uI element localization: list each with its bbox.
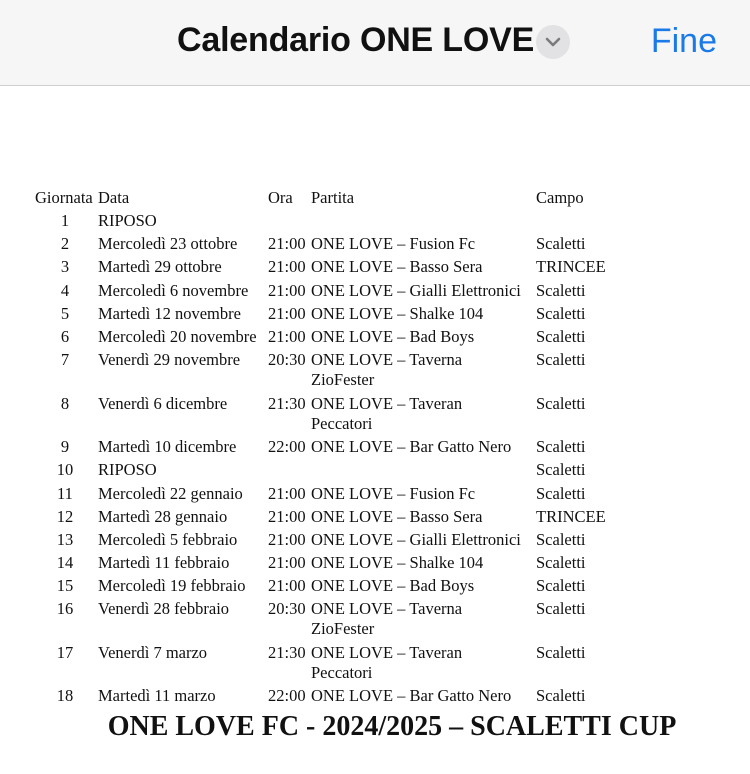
row-match: ONE LOVE – Taverna <box>311 350 463 369</box>
row-date: Venerdì 28 febbraio <box>98 599 230 618</box>
row-date: RIPOSO <box>98 211 157 230</box>
row-time: 21:00 <box>268 553 306 572</box>
row-match: ONE LOVE – Fusion Fc <box>311 234 476 253</box>
row-time: 22:00 <box>268 686 306 705</box>
row-time: 20:30 <box>268 350 306 369</box>
row-date: Mercoledì 6 novembre <box>98 281 249 300</box>
row-match: ONE LOVE – Taveran <box>311 394 463 413</box>
row-round: 16 <box>56 599 74 618</box>
footer-title: ONE LOVE FC - 2024/2025 – SCALETTI CUP <box>107 711 677 742</box>
row-round: 18 <box>56 686 74 705</box>
row-field: TRINCEE <box>536 257 606 276</box>
row-field: Scaletti <box>536 350 586 369</box>
navigation-bar <box>0 0 750 86</box>
row-match: ONE LOVE – Basso Sera <box>311 507 483 526</box>
document-page <box>0 86 750 774</box>
row-date: Mercoledì 5 febbraio <box>98 530 238 549</box>
row-round: 4 <box>60 281 70 300</box>
row-round: 6 <box>60 327 70 346</box>
row-match: ONE LOVE – Taveran <box>311 643 463 662</box>
row-round: 10 <box>56 460 74 479</box>
row-match-continued: Peccatori <box>311 414 373 433</box>
row-round: 17 <box>56 643 74 662</box>
row-match: ONE LOVE – Bar Gatto Nero <box>311 686 512 705</box>
row-date: Martedì 12 novembre <box>98 304 241 323</box>
row-field: Scaletti <box>536 281 586 300</box>
header-round: Giornata <box>35 188 93 207</box>
row-time: 20:30 <box>268 599 306 618</box>
row-match: ONE LOVE – Taverna <box>311 599 463 618</box>
row-round: 12 <box>56 507 74 526</box>
row-field: Scaletti <box>536 530 586 549</box>
row-time: 21:00 <box>268 304 306 323</box>
row-round: 3 <box>60 257 70 276</box>
header-field: Campo <box>536 188 584 207</box>
header-time: Ora <box>268 188 293 207</box>
row-date: RIPOSO <box>98 460 157 479</box>
row-date: Venerdì 7 marzo <box>98 643 208 662</box>
row-match: ONE LOVE – Gialli Elettronici <box>311 281 521 300</box>
row-match: ONE LOVE – Fusion Fc <box>311 484 476 503</box>
header-date: Data <box>98 188 130 207</box>
row-match: ONE LOVE – Shalke 104 <box>311 304 484 323</box>
row-date: Mercoledì 23 ottobre <box>98 234 238 253</box>
row-date: Mercoledì 22 gennaio <box>98 484 243 503</box>
row-round: 5 <box>60 304 70 323</box>
row-field: Scaletti <box>536 643 586 662</box>
row-field: Scaletti <box>536 234 586 253</box>
row-date: Martedì 11 marzo <box>98 686 216 705</box>
row-round: 8 <box>60 394 70 413</box>
row-time: 21:00 <box>268 257 306 276</box>
row-round: 7 <box>60 350 70 369</box>
row-match: ONE LOVE – Bar Gatto Nero <box>311 437 512 456</box>
header-match: Partita <box>311 188 355 207</box>
row-match: ONE LOVE – Shalke 104 <box>311 553 484 572</box>
row-field: Scaletti <box>536 599 586 618</box>
row-date: Martedì 28 gennaio <box>98 507 228 526</box>
row-round: 2 <box>60 234 70 253</box>
document-title: Calendario ONE LOVE <box>177 21 535 59</box>
row-time: 21:00 <box>268 281 306 300</box>
row-time: 21:30 <box>268 394 306 413</box>
row-match: ONE LOVE – Basso Sera <box>311 257 483 276</box>
row-date: Mercoledì 20 novembre <box>98 327 257 346</box>
row-field: Scaletti <box>536 437 586 456</box>
row-field: TRINCEE <box>536 507 606 526</box>
row-round: 11 <box>57 484 73 503</box>
row-field: Scaletti <box>536 460 586 479</box>
row-time: 21:30 <box>268 643 306 662</box>
row-field: Scaletti <box>536 553 586 572</box>
row-time: 21:00 <box>268 530 306 549</box>
row-date: Mercoledì 19 febbraio <box>98 576 246 595</box>
row-match: ONE LOVE – Bad Boys <box>311 576 475 595</box>
row-date: Martedì 11 febbraio <box>98 553 230 572</box>
row-field: Scaletti <box>536 484 586 503</box>
row-time: 21:00 <box>268 484 306 503</box>
row-date: Martedì 29 ottobre <box>98 257 222 276</box>
row-field: Scaletti <box>536 327 586 346</box>
row-time: 21:00 <box>268 327 306 346</box>
row-date: Venerdì 29 novembre <box>98 350 241 369</box>
row-round: 13 <box>56 530 74 549</box>
row-time: 22:00 <box>268 437 306 456</box>
row-field: Scaletti <box>536 686 586 705</box>
row-field: Scaletti <box>536 304 586 323</box>
row-field: Scaletti <box>536 576 586 595</box>
chevron-down-icon <box>545 37 561 47</box>
row-date: Venerdì 6 dicembre <box>98 394 228 413</box>
row-match: ONE LOVE – Gialli Elettronici <box>311 530 521 549</box>
title-menu-button[interactable] <box>536 25 570 59</box>
row-field: Scaletti <box>536 394 586 413</box>
row-match-continued: Peccatori <box>311 663 373 682</box>
row-match-continued: ZioFester <box>311 619 375 638</box>
row-time: 21:00 <box>268 576 306 595</box>
row-round: 15 <box>56 576 74 595</box>
row-time: 21:00 <box>268 507 306 526</box>
row-match-continued: ZioFester <box>311 370 375 389</box>
done-button[interactable]: Fine <box>650 22 717 60</box>
row-round: 9 <box>60 437 70 456</box>
row-date: Martedì 10 dicembre <box>98 437 237 456</box>
row-time: 21:00 <box>268 234 306 253</box>
row-round: 1 <box>60 211 70 230</box>
row-match: ONE LOVE – Bad Boys <box>311 327 475 346</box>
row-round: 14 <box>56 553 74 572</box>
